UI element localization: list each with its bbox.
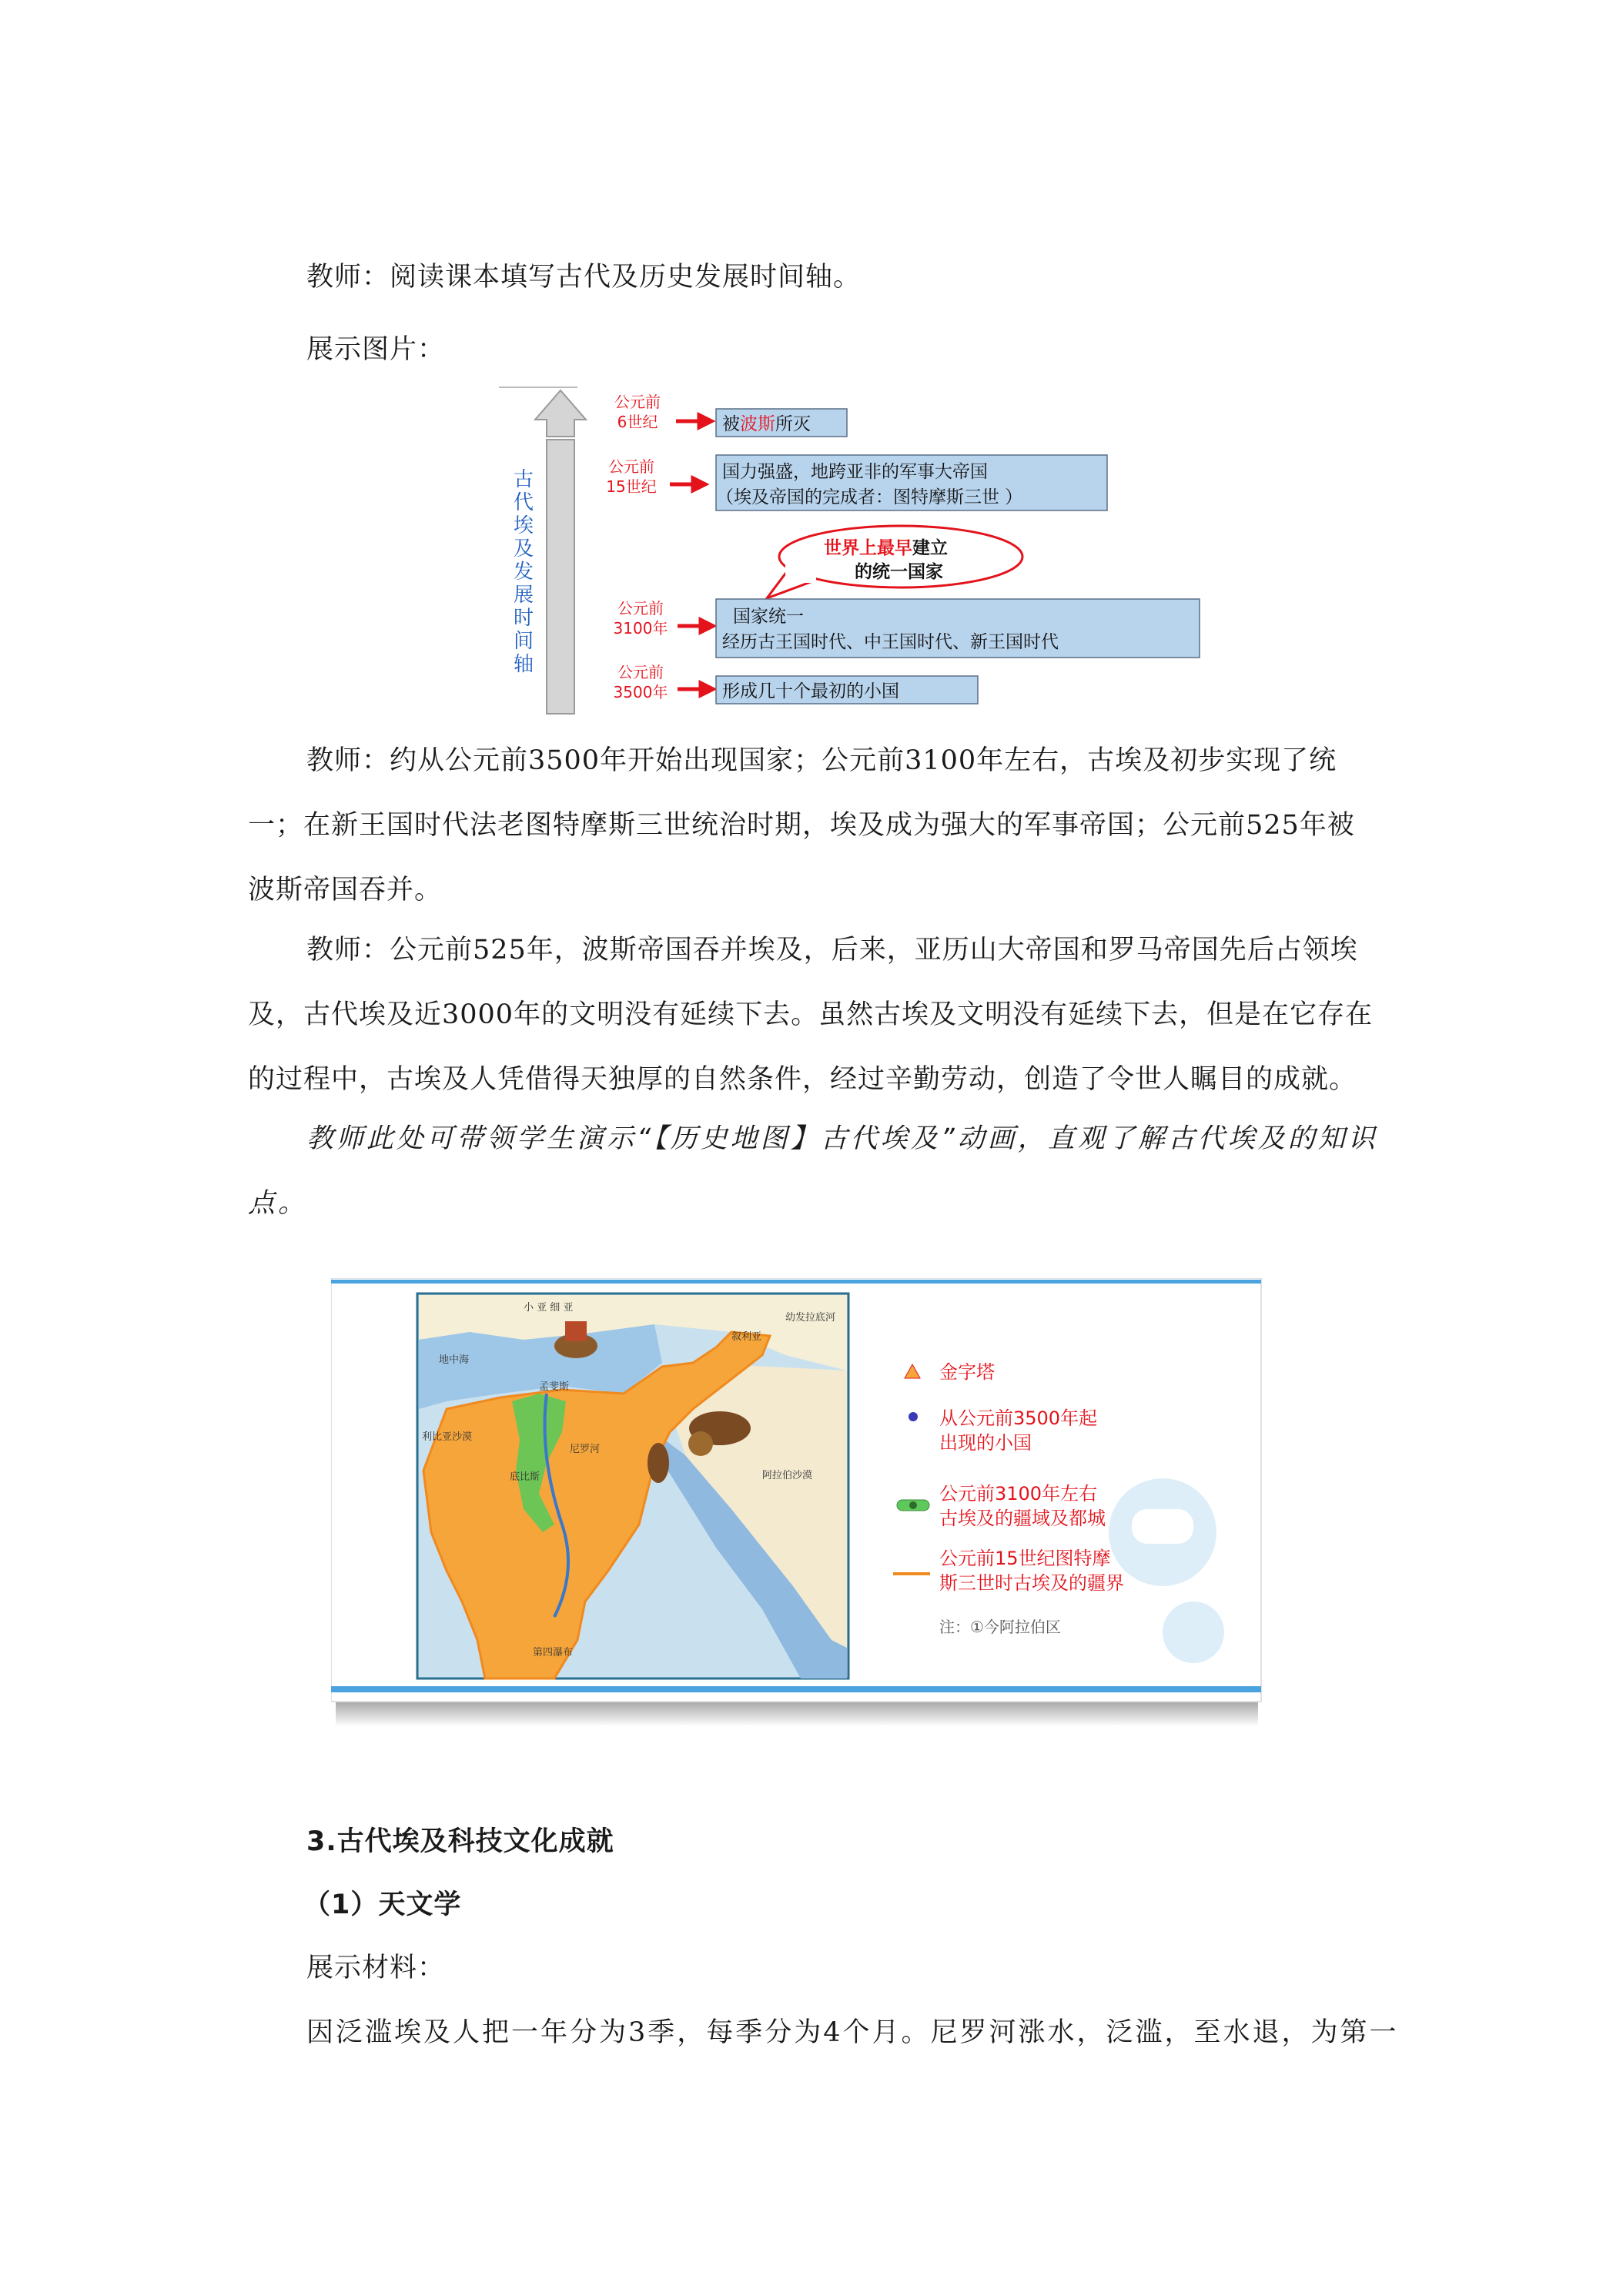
timeline-figure xyxy=(493,381,1201,720)
paragraph-intro: 教师：阅读课本填写古代及历史发展时间轴。 xyxy=(306,262,862,293)
legend-pyramid: 金字塔 xyxy=(939,1361,995,1383)
map-label-fourth-cataract: 第四瀑布 xyxy=(533,1647,574,1658)
subsection-heading: （1）天文学 xyxy=(303,1889,462,1920)
svg-text:国力强盛，地跨亚非的军事大帝国: 国力强盛，地跨亚非的军事大帝国 xyxy=(722,462,988,482)
svg-text:轴: 轴 xyxy=(513,653,534,676)
svg-text:时: 时 xyxy=(513,607,534,630)
map-note: 注：①今阿拉伯区 xyxy=(939,1618,1061,1636)
timeline-vertical-title xyxy=(514,468,534,676)
map-label-nile: 尼罗河 xyxy=(570,1444,601,1455)
legend-3100-line2: 古埃及的疆域及都城 xyxy=(939,1508,1106,1529)
paragraph-show-material: 展示材料： xyxy=(306,1953,446,1983)
legend-15c-line2: 斯三世时古埃及的疆界 xyxy=(939,1572,1124,1594)
map-label-euphrates: 幼发拉底河 xyxy=(785,1312,836,1324)
ancient-egypt-map-figure xyxy=(331,1278,1263,1732)
svg-text:世界上最早建立: 世界上最早建立 xyxy=(824,538,948,558)
svg-text:展: 展 xyxy=(513,584,534,607)
svg-text:代: 代 xyxy=(513,491,534,514)
date-label-6c-line2: 6世纪 xyxy=(617,413,658,431)
date-label-15c-line1: 公元前 xyxy=(608,457,654,476)
svg-text:埃: 埃 xyxy=(513,514,534,537)
svg-text:形成几十个最初的小国: 形成几十个最初的小国 xyxy=(722,681,899,701)
map-panel xyxy=(417,1294,848,1678)
map-label-asia-minor: 小 亚 细 亚 xyxy=(524,1302,574,1314)
svg-text:经历古王国时代、中王国时代、新王国时代: 经历古王国时代、中王国时代、新王国时代 xyxy=(722,632,1059,652)
svg-text:的统一国家: 的统一国家 xyxy=(855,562,943,582)
section-heading: 3.古代埃及科技文化成就 xyxy=(306,1826,614,1857)
svg-text:及: 及 xyxy=(513,537,534,561)
dot-icon xyxy=(909,1412,918,1421)
paragraph-persia-conquest: 教师：公元前525年，波斯帝国吞并埃及，后来，亚历山大帝国和罗马帝国先后占领埃及，古代埃及近3000年的文明没有延续下去。虽然古埃及文明没有延续下去，但是在它存在的过程中，古埃及人凭借得天独厚的自然条件，经过辛勤劳动，创造了令世人瞩目的成就。 xyxy=(248,935,1374,1095)
date-label-3100-line1: 公元前 xyxy=(617,599,664,618)
paragraph-timeline-summary: 教师：约从公元前3500年开始出现国家；公元前3100年左右，古埃及初步实现了统一；在新王国时代法老图特摩斯三世统治时期，埃及成为强大的军事帝国；公元前525年被波斯帝国吞并。 xyxy=(248,745,1355,905)
legend-small-states-line1: 从公元前3500年起 xyxy=(939,1407,1098,1429)
legend-15c-line1: 公元前15世纪图特摩 xyxy=(939,1548,1111,1569)
date-label-3500-line1: 公元前 xyxy=(617,663,664,681)
map-label-arabia-desert: 阿拉伯沙漠 xyxy=(762,1470,813,1481)
svg-text:（埃及帝国的完成者：图特摩斯三世 ）: （埃及帝国的完成者：图特摩斯三世 ） xyxy=(716,487,1023,507)
paragraph-teacher-note: 教师此处可带领学生演示“【历史地图】古代埃及”动画，直观了解古代埃及的知识点。 xyxy=(248,1123,1378,1219)
paragraph-show-image: 展示图片： xyxy=(306,334,446,365)
svg-text:被波斯所灭: 被波斯所灭 xyxy=(722,414,811,434)
legend-3100-line1: 公元前3100年左右 xyxy=(939,1483,1098,1504)
date-label-3500-line2: 3500年 xyxy=(613,683,668,701)
date-label-3100-line2: 3100年 xyxy=(613,619,668,638)
date-label-15c-line2: 15世纪 xyxy=(606,477,657,496)
svg-text:发: 发 xyxy=(513,561,534,584)
svg-text:国家统一: 国家统一 xyxy=(733,607,804,627)
map-label-libya-desert: 利比亚沙漠 xyxy=(422,1431,473,1443)
svg-text:间: 间 xyxy=(513,630,534,653)
paragraph-calendar: 因泛滥埃及人把一年分为3季，每季分为4个月。尼罗河涨水，泛滥，至水退，为第一 xyxy=(306,2017,1399,2048)
map-label-thebes: 底比斯 xyxy=(510,1471,540,1483)
map-label-memphis: 孟斐斯 xyxy=(539,1381,570,1393)
legend-small-states-line2: 出现的小国 xyxy=(939,1432,1032,1454)
date-label-6c-line1: 公元前 xyxy=(614,393,661,411)
map-label-mediterranean: 地中海 xyxy=(439,1354,470,1366)
svg-text:古: 古 xyxy=(513,468,534,491)
map-label-syria: 叙利亚 xyxy=(731,1331,762,1343)
